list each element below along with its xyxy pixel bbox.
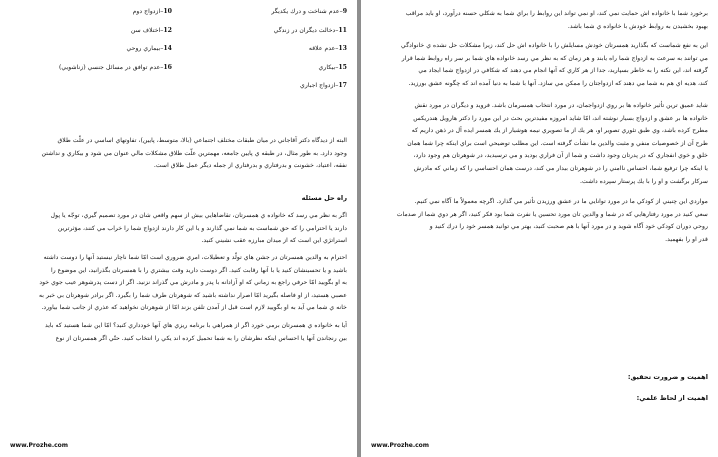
text-line: اين به نفع شماست كه بگذاريد همسرتان خودش مسايلش را با خانواده اش حل كند، زيرا مشكلات حل نشده ي خانوادگي [401, 42, 708, 49]
list-item: 12–اختلاف سن [130, 26, 172, 34]
text-line: كند، هديه اي هم به شما مي دهند كه ازدواجتان را ممكن مي سازد. آنها با شما به دنيا آمده اند كه چگونه عشق بورزيد. [408, 79, 708, 87]
text-line: به او بگوييد امّا حرفي راجع به زماني كه او آزادانه با پدر و مادرش مي گذراند نزنيد. اگر از دست پدرشوهر عيب جوي خود [39, 279, 347, 287]
paragraph [369, 196, 708, 246]
text-line: البته از ديدگاه دكتر آقاجاني در ميان طبقات مختلف اجتماعي (بالا، متوسط، پايين)، تفاوتهاي اساسي در علّت طلاق [57, 137, 347, 144]
text-line: برخورد شما با خانواده اش حمايت نمي كند، او نمي تواند اين روابط را براي شما به شكلي حسنه درآورد، او بايد مراقب [405, 10, 708, 17]
text-line: نفقه، اعتياد، خشونت و بدرفتاري و بدرفتاري از جمله ديگر عمل طلاق است. [153, 162, 347, 170]
text-line: وجود دارد. به طور مثال، در طبقه ي پايين جامعه، مهمترين علّت طلاق مشكلات مالي عنوان مي شود و بيكاري و نداشتن [41, 149, 347, 157]
text-line: اگر به نظر مي رسد كه خانواده ي همسرتان، تقاضاهايي بيش از سهم واقعي شان در مورد تصميم گيري، توجّه يا پول [50, 212, 347, 219]
text-line: خانه ي شما مي آيد به او بگوييد لازم است قبل از آمدن تلفن بزند امّا از شوهرتان نخواهيد كه عذري از جانب شما بياورد. [41, 304, 347, 312]
paragraph [8, 252, 347, 315]
text-line: باشيد و يا تحسينشان كنيد يا با آنها رقابت كنيد. اگر دوست داريد وقت بيشتري را با همسرتان بگذرانيد، اين موضوع را [50, 266, 347, 274]
section-heading: اهميت از لحاظ علمي: [636, 394, 708, 402]
section-heading: اهميت و ضرورت تحقيق: [627, 373, 708, 381]
paragraph [8, 210, 347, 248]
text-line: خانواده ها بر عشق و ازدواج بسيار نوشته اند، امّا شايد امروزه مفيدترين بحث در اين مورد را دكتر هارويل هندريكس [413, 114, 708, 122]
text-line: گرفته اند، اين نكته را به خاطر بسپاريد، جدا از هر كاري كه آنها انجام مي دهند كه شكافي در ازدواج شما ايجاد مي [418, 67, 708, 75]
text-line: بهبود بخشيدن به روابط خودش با خانواده ي شما باشد. [567, 22, 708, 30]
text-line: عصبي هستيد، از او فاصله بگيريد امّا اصرار نداشته باشيد كه شوهرتان طرف شما را بگيرد. اگر برادر شوهرتان بي خبر به [38, 291, 347, 299]
text-line: آيا به خانواده ي همسرتان برمي خورد اگر از همراهي با برنامه ريزي هاي آنها خودداري كنيد؟ امّا اين شما هستيد كه بايد [44, 322, 347, 329]
text-line: سعي كنيد در مورد رفتارهايي كه در شما و والدين تان مورد تحسين يا نفرت شما بود فكر كنيد، اگر هر دوي شما از صدمات [396, 210, 708, 218]
text-line: استراتژي اين است كه از ميدان مبارزه عقب نشيني كنيد. [201, 237, 347, 245]
section-heading: راه حل مسئله [301, 194, 347, 202]
text-line: طرح آن از خصوصيات منفي و مثبت والدين ما نشأت گرفته است. اين مطلب توضيحي است براي اينكه چرا شما همان [407, 139, 708, 147]
list-item: 16–عدم توافق در مسائل جنسي (زناشويي) [58, 63, 172, 71]
text-line: مطرح كرده باشد، وي طبق تئوري تصوير او، هر يك از ما تصويري نيمه هوشيار از يك همسر ايده آل در ذهن داريم كه [411, 127, 708, 135]
causes-list-right-column [187, 6, 347, 99]
list-item: 15–بيكاري [318, 63, 347, 71]
text-line: بين رنجاندن آنها يا احساس اينكه نظرشان را به شما تحميل كرده اند يكي را انتخاب كنيد. حتّي اگر همسرتان از نوع [55, 334, 347, 342]
text-line: دارند يا احترامي را كه حق شماست به شما نمي گذارند و يا اين كار دارند ازدواج شما را خراب مي كنند، مؤثرترين [57, 224, 347, 232]
paragraph [369, 100, 708, 188]
list-item: 17–ازدواج اجباري [300, 82, 347, 89]
left-page [0, 0, 357, 457]
list-item: 10–ازدواج دوم [132, 8, 172, 15]
list-item: 11–دخالت ديگران در زندگي [273, 26, 347, 34]
text-line: قدر او را بفهميد. [665, 235, 708, 243]
causes-list-left-column [12, 6, 172, 80]
list-item: 9–عدم شناخت و درك يكديگر [271, 8, 347, 15]
text-line: مواردي اين چنيني از كودكي ما در مورد توانايي ما در عشق ورزيدن تأثير مي گذارد. اگرچه معمولاً ما آگاه نمي كنيم. [414, 198, 708, 205]
text-line: يا اينكه چرا ترفيع شما، احساس ناامني را در شوهرتان بيدار مي كند، درست همان احساسي را كه زماني كه مادرش [413, 164, 708, 172]
paragraph [369, 8, 708, 33]
page-footer: www.Prozhe.com [10, 442, 69, 449]
right-page [361, 0, 718, 457]
text-line: شايد عميق ترين تأثير خانواده ها بر روي ازدواجمان، در مورد انتخاب همسرمان باشد. فرويد و ديگران در مورد نقش [414, 102, 708, 109]
paragraph [369, 40, 708, 90]
paragraph [8, 320, 347, 345]
text-line: احترام به والدين همسرتان در جشن هاي تولّد و تعطيلات، امري ضروري است امّا شما ناچار نيستيد آنها را دوست داشته [43, 254, 347, 261]
paragraph [8, 135, 347, 173]
causes-list [8, 6, 347, 116]
list-item: 14–بيماري روحي [126, 45, 172, 52]
list-item: 13–عدم علاقه [308, 45, 347, 52]
text-line: مي توانند به سرعت به ازدواج شما راه يابند و هر زمان كه به نظر مي رسد خانواده هاي شما بر سر راه روابط شما قرار [401, 54, 708, 62]
page-footer: www.Prozhe.com [371, 442, 430, 449]
text-line: روحي دوران كودكي خود آگاه شويد و در مورد آنها با هم صحبت كنيد، بهتر مي توانيد همسر خود را درك كنيد و [429, 223, 708, 231]
text-line: خلق و خوي انفجاري كه در پدرتان وجود داشت و شما از آن فراري بوديد و مي ترسيديد، در شوهرتان هم وجود دارد، [413, 152, 708, 160]
text-line: سركار برگشت و او را با يك پرستار سپرده داشت. [580, 177, 708, 185]
